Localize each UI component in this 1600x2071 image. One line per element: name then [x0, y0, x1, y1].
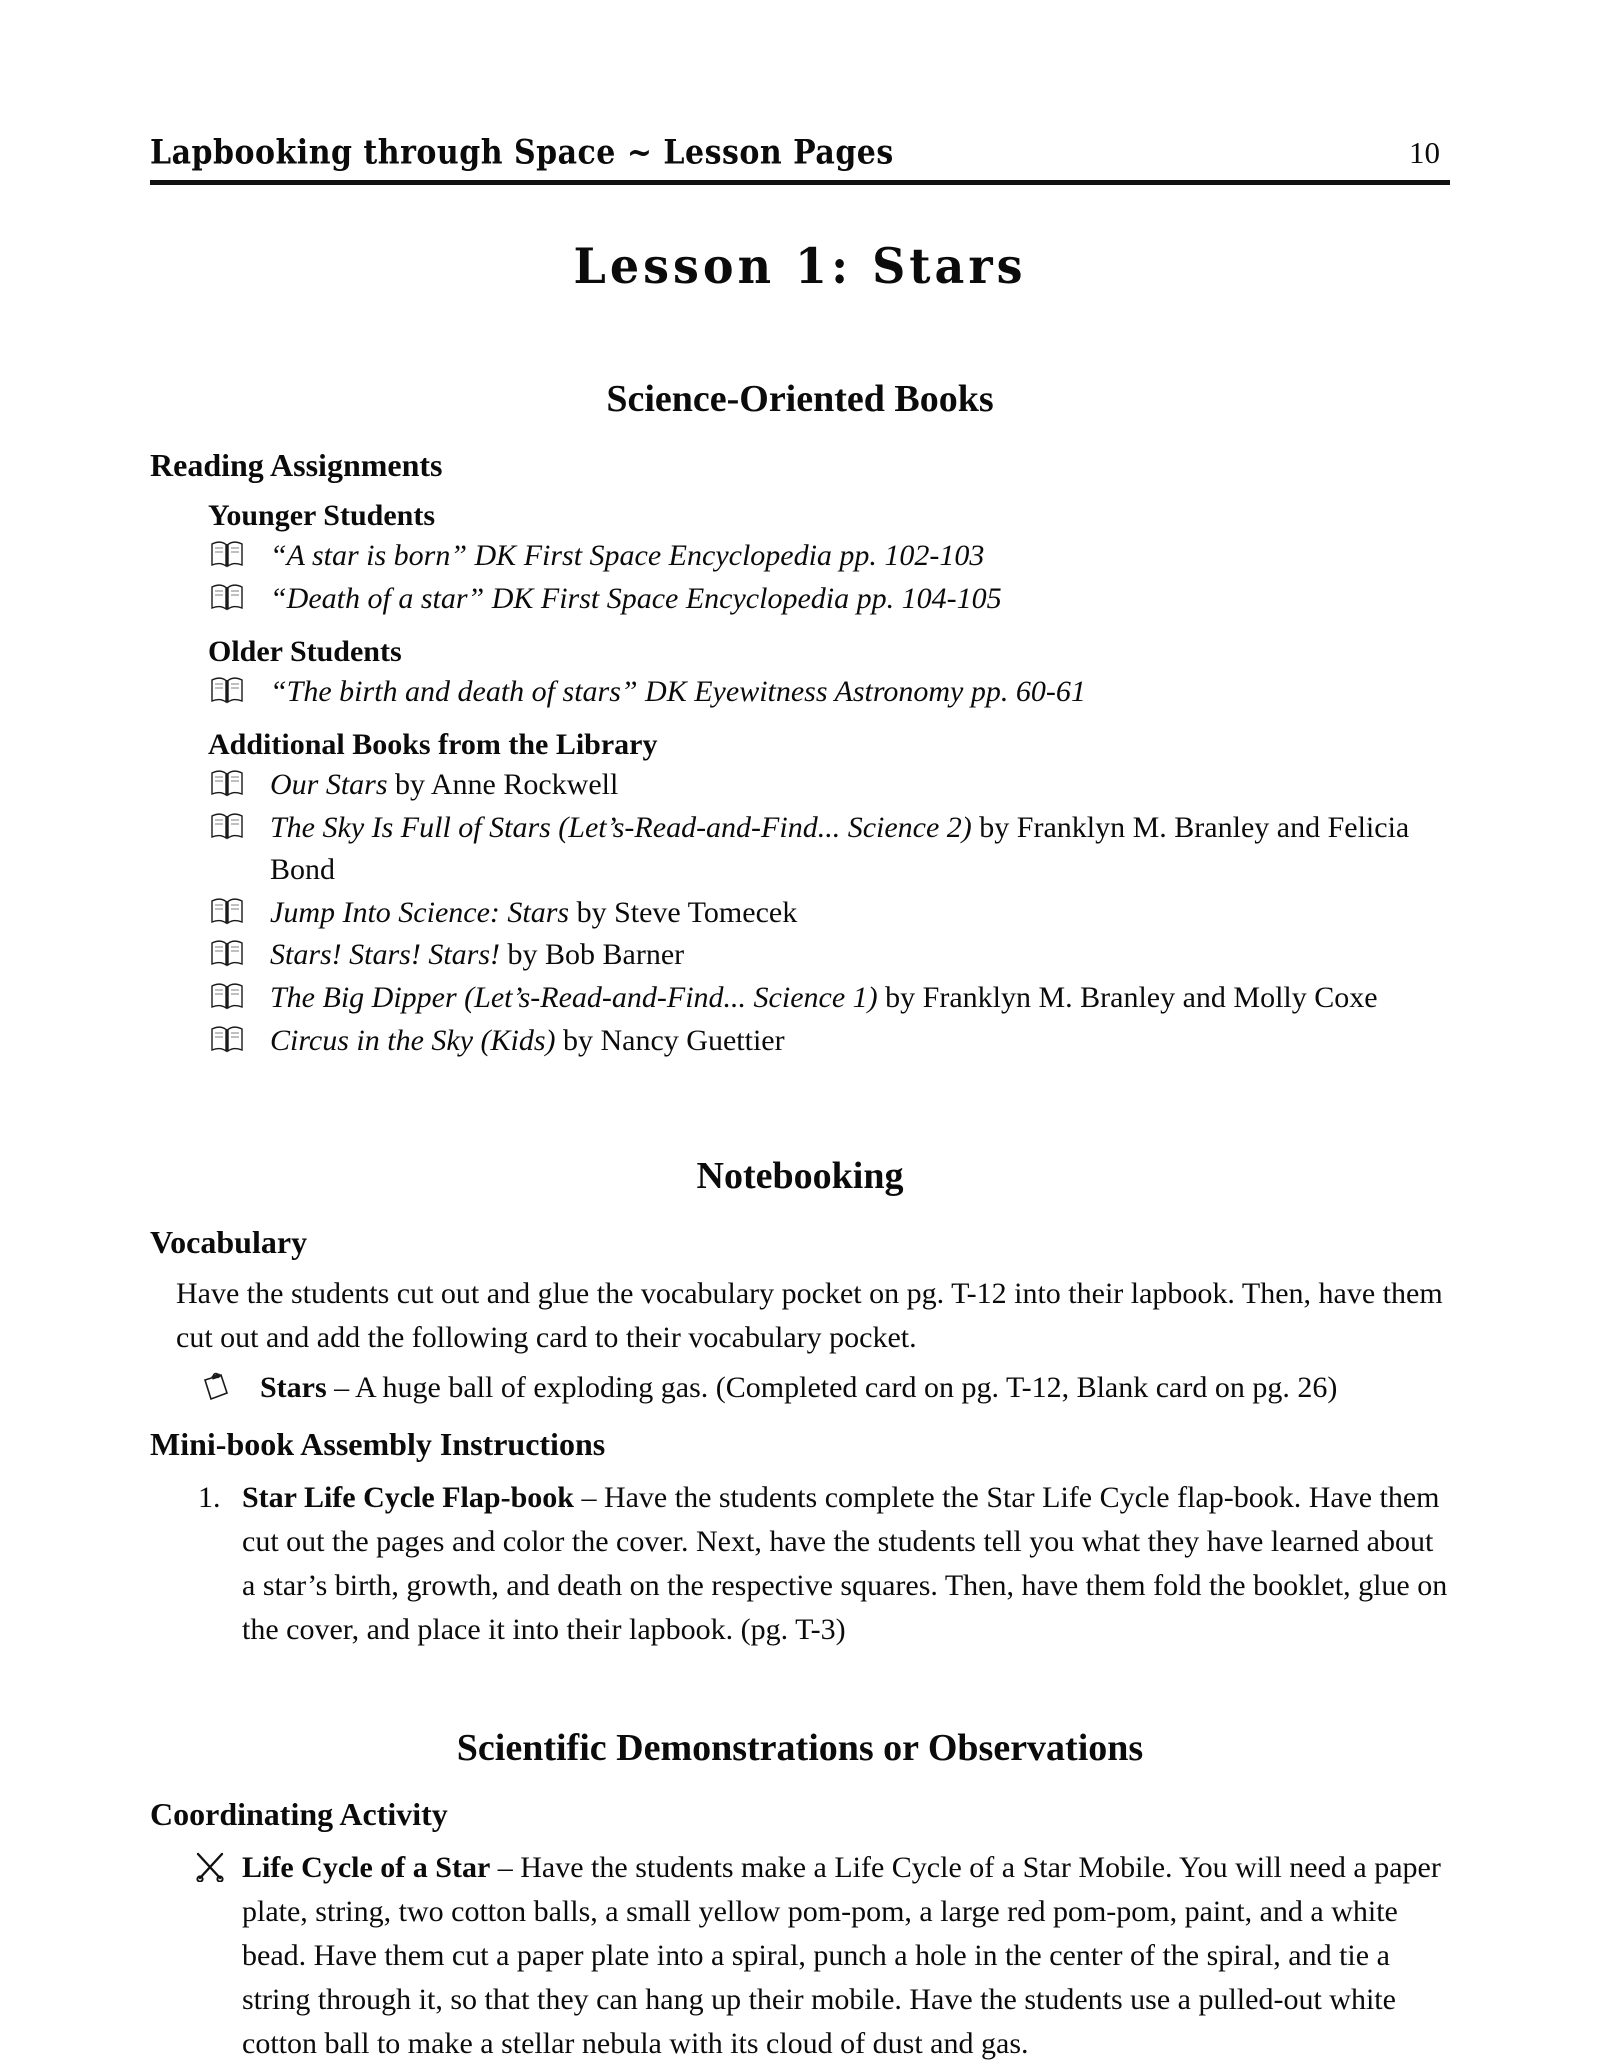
open-book-icon: [210, 768, 244, 798]
book-title: Stars! Stars! Stars!: [270, 938, 501, 972]
subheading-minibook-assembly: Mini-book Assembly Instructions: [150, 1425, 606, 1462]
section-heading-science-books: Science-Oriented Books: [606, 378, 994, 420]
open-book-icon: [210, 896, 244, 926]
activity-list: [150, 1834, 1450, 2066]
book-author: by Anne Rockwell: [387, 767, 619, 801]
book-list-additional-books: [150, 764, 1450, 1062]
subheading-vocabulary: Vocabulary: [150, 1224, 308, 1261]
lesson-title: Lesson 1: Stars: [573, 237, 1027, 295]
book-list-older-students: [150, 671, 1450, 714]
book-author: by Steve Tomecek: [569, 895, 798, 929]
vocabulary-card-entry: [150, 1360, 1450, 1410]
running-header: [150, 0, 1450, 173]
section-heading-notebooking: Notebooking: [696, 1155, 904, 1198]
list-item: [208, 764, 1450, 807]
open-book-icon: [210, 938, 244, 968]
book-author: by Franklyn M. Branley and Felicia Bond: [270, 810, 1410, 887]
scissors-icon: [194, 1852, 226, 1882]
running-header-title: Lapbooking through Space ~ Lesson Pages: [150, 133, 894, 173]
open-book-icon: [210, 1024, 244, 1054]
subheading-coordinating-activity: Coordinating Activity: [150, 1795, 448, 1832]
instruction-term: Star Life Cycle Flap-book: [242, 1480, 574, 1514]
section-heading-demonstrations: Scientific Demonstrations or Observations: [456, 1726, 1144, 1769]
open-book-icon: [210, 582, 244, 612]
open-book-icon: [210, 539, 244, 569]
list-item: [208, 934, 1450, 977]
list-item: [208, 671, 1450, 714]
header-rule: [150, 180, 1450, 185]
list-item: [150, 1834, 1450, 2066]
subheading-reading-assignments: Reading Assignments: [150, 447, 443, 483]
list-item: [208, 1020, 1450, 1063]
open-book-icon: [210, 675, 244, 705]
instruction-text: – Have the students complete the Star Life Cycle flap-book. Have them cut out the pages and color the cover. Next, have the students tell you what they have learned about a star’s birth, growth, and death on the respective squares. Then, have them fold the booklet, glue on the cover, and place it into their lapbook. (pg. T-3): [242, 1480, 1448, 1646]
group-label-older-students: Older Students: [208, 634, 402, 668]
group-label-additional-books: Additional Books from the Library: [208, 727, 658, 761]
book-title: Our Stars: [270, 767, 388, 801]
clipboard-icon: [200, 1372, 230, 1404]
list-item: [208, 807, 1450, 892]
open-book-icon: [210, 981, 244, 1011]
page-number: 10: [1409, 135, 1440, 170]
list-marker: 1.: [198, 1480, 221, 1514]
activity-term: Life Cycle of a Star: [242, 1850, 491, 1884]
group-label-younger-students: Younger Students: [208, 499, 436, 532]
book-author: by Bob Barner: [500, 938, 685, 972]
list-item: [208, 977, 1450, 1020]
book-title: “The birth and death of stars” DK Eyewitness Astronomy pp. 60-61: [270, 674, 1086, 708]
minibook-instruction-list: [150, 1464, 1450, 1652]
book-title: The Sky Is Full of Stars (Let’s-Read-and-Find... Science 2): [270, 810, 972, 844]
book-author: by Nancy Guettier: [555, 1023, 785, 1057]
book-title: Circus in the Sky (Kids): [270, 1023, 556, 1057]
vocabulary-definition: – A huge ball of exploding gas. (Completed card on pg. T-12, Blank card on pg. 26): [326, 1370, 1338, 1404]
list-item: [150, 1464, 1450, 1652]
book-title: “Death of a star” DK First Space Encyclopedia pp. 104-105: [270, 581, 1002, 615]
book-title: The Big Dipper (Let’s-Read-and-Find... Science 1): [270, 980, 878, 1014]
book-author: by Franklyn M. Branley and Molly Coxe: [877, 980, 1378, 1014]
book-title: Jump Into Science: Stars: [270, 895, 570, 929]
vocabulary-term: Stars: [260, 1370, 327, 1404]
list-item: [208, 535, 1450, 578]
vocabulary-paragraph: Have the students cut out and glue the vocabulary pocket on pg. T-12 into their lapbook. Then, have them cut out and add the following card to their vocabulary pocket.: [176, 1277, 1443, 1354]
book-list-younger-students: [150, 535, 1450, 620]
activity-text: – Have the students make a Life Cycle of a Star Mobile. You will need a paper plate, string, two cotton balls, a small yellow pom-pom, a large red pom-pom, paint, and a white bead. Have them cut a paper plate into a spiral, punch a hole in the center of the spiral, and tie a string through it, so that they can hang up their mobile. Have the students use a pulled-out white cotton ball to make a stellar nebula with its cloud of dust and gas.: [242, 1850, 1441, 2061]
open-book-icon: [210, 811, 244, 841]
list-item: [208, 892, 1450, 935]
book-title: “A star is born” DK First Space Encyclopedia pp. 102-103: [270, 539, 985, 573]
list-item: [208, 578, 1450, 621]
